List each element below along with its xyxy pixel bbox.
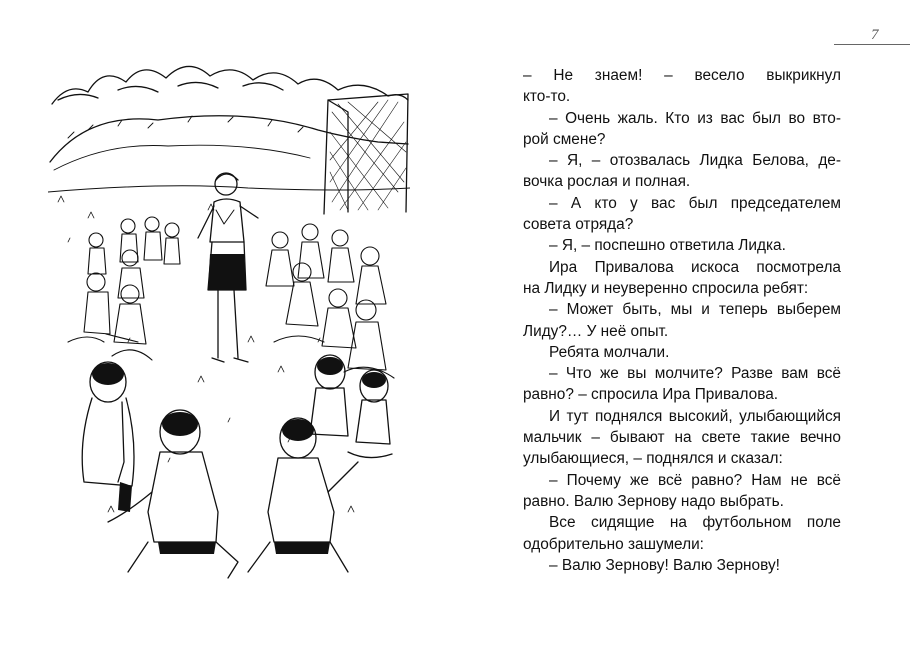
text-line: Все сидящие на футбольном поле [549,514,841,532]
text-line: равно. Валю Зернову надо выбрать. [523,492,784,510]
text-line: – Очень жаль. Кто из вас был во вто- [549,109,841,127]
header-rule [834,44,910,45]
text-line: улыбающиеся, – поднялся и сказал: [523,450,783,468]
text-line: – Почему же всё равно? Нам не всё [549,471,841,489]
text-line: Лиду?… У неё опыт. [523,322,669,340]
page-number: 7 [871,27,879,43]
illustration [48,42,410,594]
text-line: совета отряда? [523,216,634,234]
text-line: И тут поднялся высокий, улыбающийся [549,407,841,425]
foreground-children [82,355,392,578]
goal [324,94,408,214]
text-line: – А кто у вас был председателем [549,194,841,212]
text-line: – Не знаем! – весело выкрикнул [523,67,841,84]
text-line: вочка рослая и полная. [523,173,691,191]
text-line: Ира Привалова искоса посмотрела [549,258,841,276]
text-line: мальчик – бывают на свете такие вечно [523,429,841,447]
text-line: – Может быть, мы и теперь выберем [549,301,841,319]
text-line: на Лидку и неуверенно спросила ребят: [523,279,809,297]
text-line: – Что же вы молчите? Разве вам всё [549,365,841,383]
text-line: – Я, – поспешно ответила Лидка. [549,237,786,255]
text-line: – Я, – отозвалась Лидка Белова, де- [549,152,841,170]
text-line: – Валю Зернову! Валю Зернову! [549,556,780,574]
text-line: Ребята молчали. [549,343,670,361]
text-line: кто-то. [523,88,571,106]
seated-children-left [68,217,180,360]
text-line: равно? – спросила Ира Привалова. [523,386,779,404]
text-line: одобрительно зашумели: [523,535,704,553]
text-column [523,65,841,576]
text-line: рой смене? [523,130,606,148]
